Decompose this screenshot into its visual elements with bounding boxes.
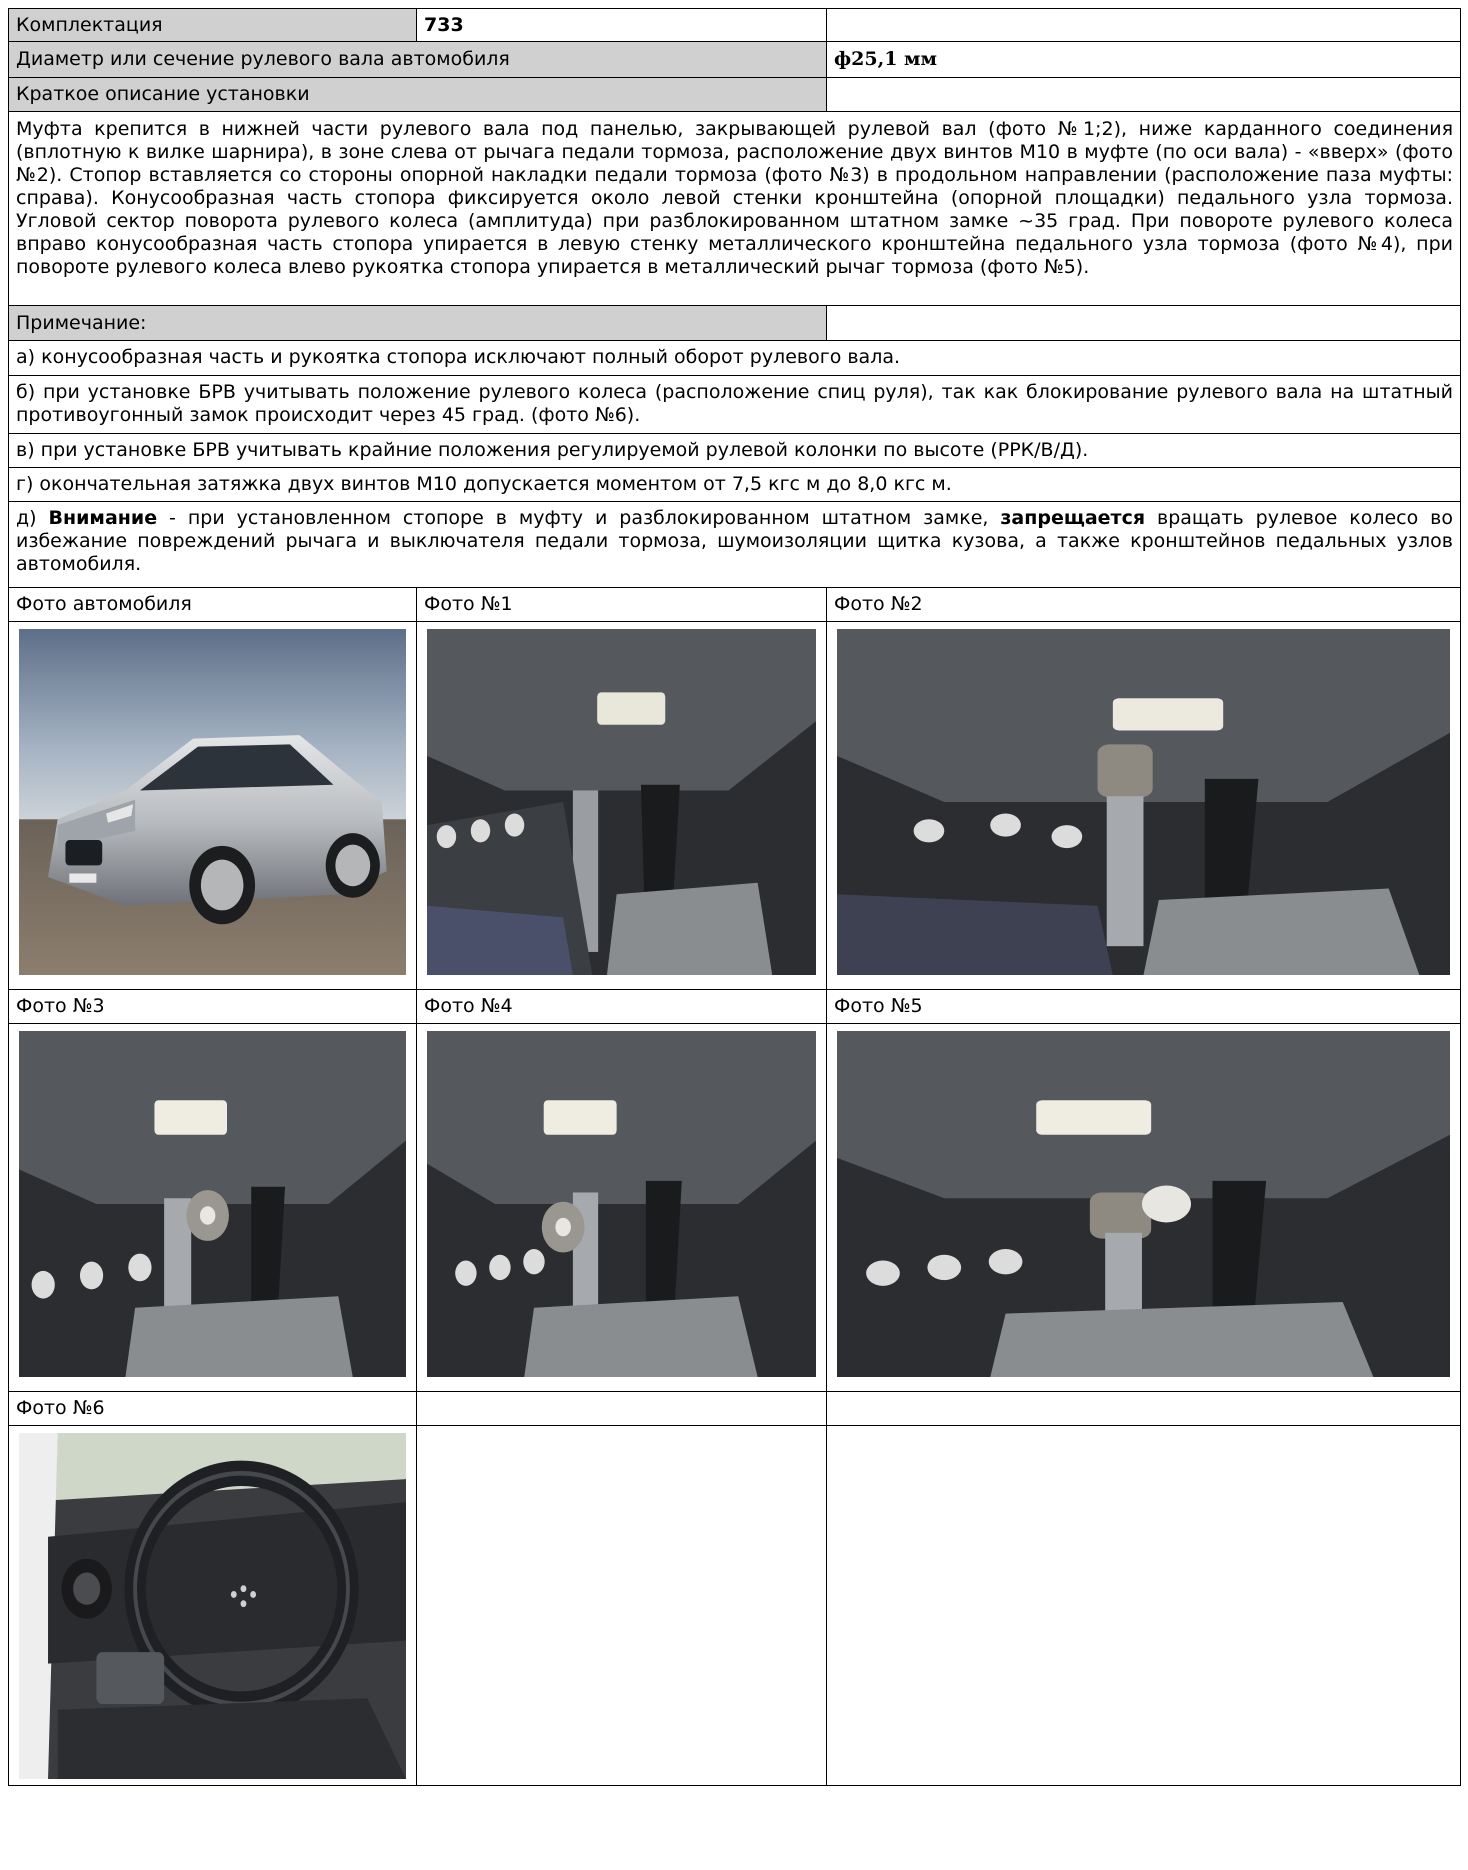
installation-sheet (8, 8, 1461, 1786)
note-e-prefix: д) (16, 507, 49, 529)
pedal-photo-1 (427, 629, 816, 975)
note-b: б) при установке БРВ учитывать положение рулевого колеса (расположение спиц руля), так как блокирование рулевого вала на штатный противоугонный замок происходит через 45 град. (фото №6). (9, 376, 1461, 434)
photo-5-label: Фото №5 (827, 990, 1461, 1024)
diameter-label: Диаметр или сечение рулевого вала автомобиля (9, 42, 827, 78)
empty-cell (827, 1392, 1461, 1426)
empty-cell (827, 78, 1461, 112)
kit-value: 733 (417, 9, 827, 42)
note-e-forbidden: запрещается (1000, 507, 1146, 529)
diameter-value: ф25,1 мм (827, 42, 1461, 78)
note-e-suffix: вращать рулевое колесо во избежание повреждений рычага и выключателя педали тормоза, шумоизоляции щитка кузова, а также кронштейнов педальных узлов автомобиля. (16, 507, 1454, 575)
note-e-mid: - при установленном стопоре в муфту и разблокированном штатном замке, (157, 507, 1001, 529)
photo-5-cell (827, 1024, 1461, 1392)
photo-1-label: Фото №1 (417, 588, 827, 622)
note-e (9, 502, 1461, 588)
photo-car-label: Фото автомобиля (9, 588, 417, 622)
pedal-photo-4 (427, 1031, 816, 1377)
empty-cell (827, 1426, 1461, 1786)
note-c: в) при установке БРВ учитывать крайние положения регулируемой рулевой колонки по высоте (РРК/В/Д). (9, 434, 1461, 468)
empty-cell (417, 1426, 827, 1786)
photo-car-cell (9, 622, 417, 990)
empty-cell (827, 9, 1461, 42)
photo-4-label: Фото №4 (417, 990, 827, 1024)
note-d: г) окончательная затяжка двух винтов М10 допускается моментом от 7,5 кгс м до 8,0 кгс м. (9, 468, 1461, 502)
pedal-photo-5 (837, 1031, 1450, 1377)
steering-wheel-photo (19, 1433, 406, 1779)
notes-label: Примечание: (9, 306, 827, 341)
note-a: а) конусообразная часть и рукоятка стопора исключают полный оборот рулевого вала. (9, 341, 1461, 376)
install-label: Краткое описание установки (9, 78, 827, 112)
photo-6-label: Фото №6 (9, 1392, 417, 1426)
kit-label: Комплектация (9, 9, 417, 42)
photo-4-cell (417, 1024, 827, 1392)
photo-3-cell (9, 1024, 417, 1392)
photo-1-cell (417, 622, 827, 990)
empty-cell (417, 1392, 827, 1426)
photo-6-cell (9, 1426, 417, 1786)
photo-2-label: Фото №2 (827, 588, 1461, 622)
car-photo (19, 629, 406, 975)
pedal-photo-3 (19, 1031, 406, 1377)
empty-cell (827, 306, 1461, 341)
photo-2-cell (827, 622, 1461, 990)
photo-3-label: Фото №3 (9, 990, 417, 1024)
pedal-photo-2 (837, 629, 1450, 975)
note-e-warning: Внимание (48, 507, 158, 529)
installation-description: Муфта крепится в нижней части рулевого вала под панелью, закрывающей рулевой вал (фото №1;2), ниже карданного соединения (вплотную к вилке шарнира), в зоне слева от рычага педали тормоза, расположение двух винтов М10 в муфте (по оси вала) - «вверх» (фото №2). Стопор вставляется со стороны опорной накладки педали тормоза (фото №3) в продольном направлении (расположение паза муфты: справа). Конусообразная часть стопора фиксируется около левой стенки кронштейна (опорной площадки) педального узла тормоза. Угловой сектор поворота рулевого колеса (амплитуда) при разблокированном штатном замке ~35 град. При повороте рулевого колеса вправо конусообразная часть стопора упирается в левую стенку металлического кронштейна педального узла тормоза (фото №4), при повороте рулевого колеса влево рукоятка стопора упирается в металлический рычаг тормоза (фото №5). (9, 112, 1461, 306)
